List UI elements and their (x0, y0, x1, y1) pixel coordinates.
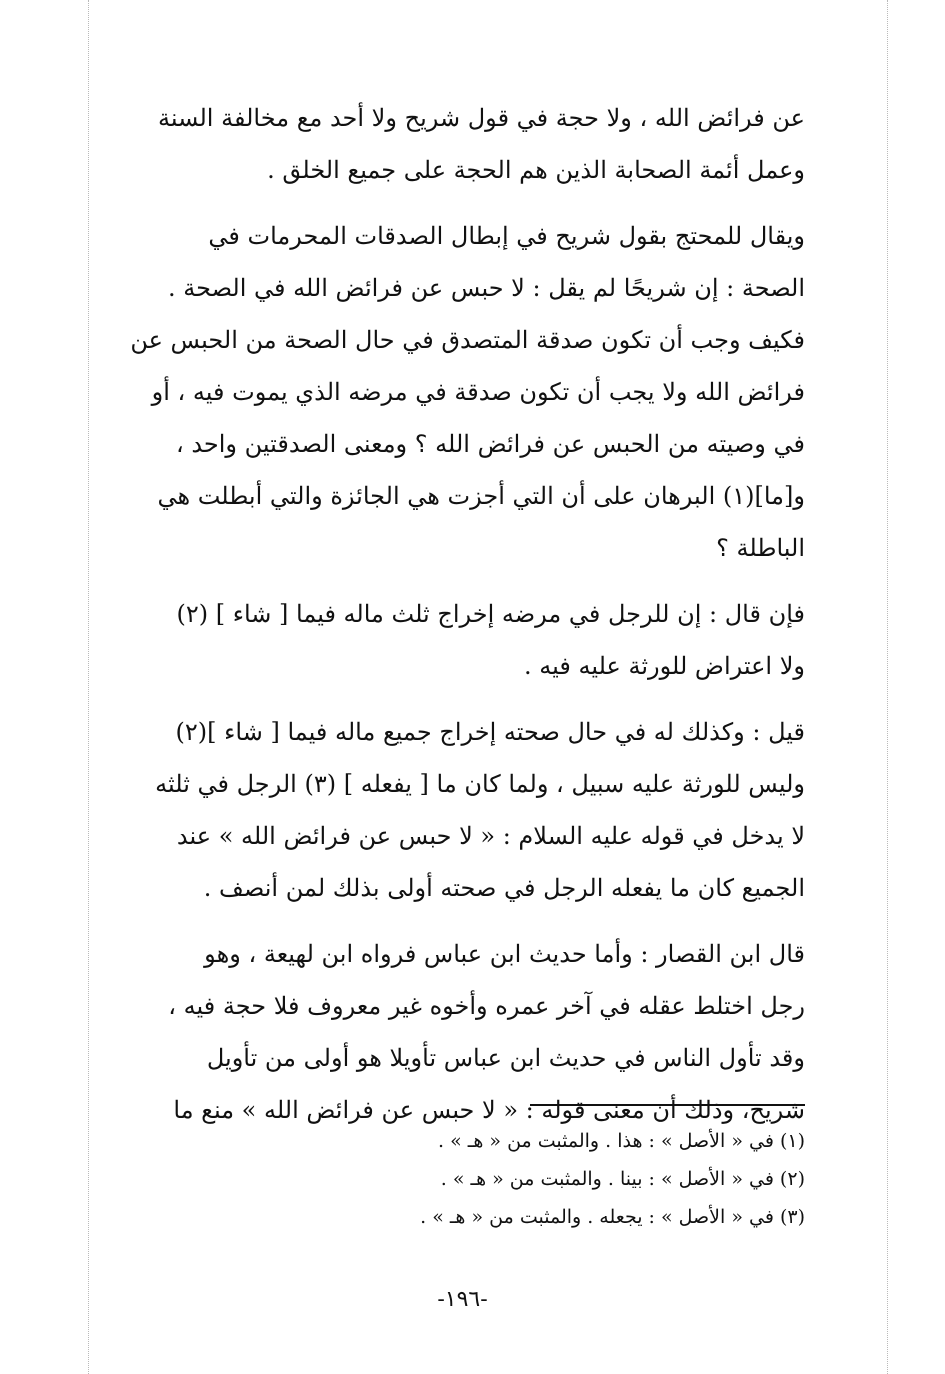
scan-dotted-line (887, 0, 888, 1374)
text-line: لا يدخل في قوله عليه السلام : « لا حبس عن فرائض الله » عند (176, 822, 805, 850)
footnotes (120, 1122, 805, 1236)
paragraph (120, 588, 805, 692)
text-line: في وصيته من الحبس عن فرائض الله ؟ ومعنى الصدقتين واحد ، (175, 430, 805, 458)
text-line: قال ابن القصار : وأما حديث ابن عباس فرواه ابن لهيعة ، وهو (204, 940, 805, 968)
text-line: الجميع كان ما يفعله الرجل في صحته أولى بذلك لمن أنصف . (203, 874, 805, 902)
text-line: فكيف وجب أن تكون صدقة المتصدق في حال الصحة من الحبس عن (130, 326, 805, 354)
text-line: فرائض الله ولا يجب أن تكون صدقة في مرضه الذي يموت فيه ، أو (151, 378, 805, 406)
paragraph (120, 210, 805, 574)
paragraph (120, 706, 805, 914)
paragraph (120, 92, 805, 196)
text-line: وعمل أئمة الصحابة الذين هم الحجة على جميع الخلق . (267, 156, 805, 184)
footnote: (٣) في « الأصل » : يجعله . والمثبت من « هـ » . (420, 1206, 805, 1228)
footnote-separator (530, 1104, 805, 1106)
text-line: رجل اختلط عقله في آخر عمره وأخوه غير معروف فلا حجة فيه ، (168, 992, 805, 1020)
text-line: و[ما](١) البرهان على أن التي أجزت هي الجائزة والتي أبطلت هي (157, 482, 805, 510)
text-line: ويقال للمحتج بقول شريح في إبطال الصدقات المحرمات في (208, 222, 805, 250)
page-number: -١٩٦- (437, 1287, 488, 1312)
text-line: عن فرائض الله ، ولا حجة في قول شريح ولا أحد مع مخالفة السنة (157, 104, 805, 132)
scan-dotted-line (88, 0, 89, 1374)
text-line: الباطلة ؟ (716, 534, 805, 562)
text-line: الصحة : إن شريحًا لم يقل : لا حبس عن فرائض الله في الصحة . (167, 274, 805, 302)
text-line: وليس للورثة عليه سبيل ، ولما كان ما [ يفعله ] (٣) الرجل في ثلثه (155, 770, 805, 798)
document-page (120, 92, 805, 1312)
footnote: (١) في « الأصل » : هذا . والمثبت من « هـ » . (438, 1130, 805, 1152)
text-line: فإن قال : إن للرجل في مرضه إخراج ثلث ماله فيما [ شاء ] (٢) (176, 600, 805, 628)
footnote: (٢) في « الأصل » : بينا . والمثبت من « هـ » . (440, 1168, 805, 1190)
text-line: شريح، وذلك أن معنى قوله : « لا حبس عن فرائض الله » منع ما (173, 1096, 805, 1124)
text-line: وقد تأول الناس في حديث ابن عباس تأويلا هو أولى من تأويل (206, 1044, 805, 1072)
text-line: قيل : وكذلك له في حال صحته إخراج جميع ماله فيما [ شاء ](٢) (175, 718, 805, 746)
text-line: ولا اعتراض للورثة عليه فيه . (524, 652, 805, 680)
